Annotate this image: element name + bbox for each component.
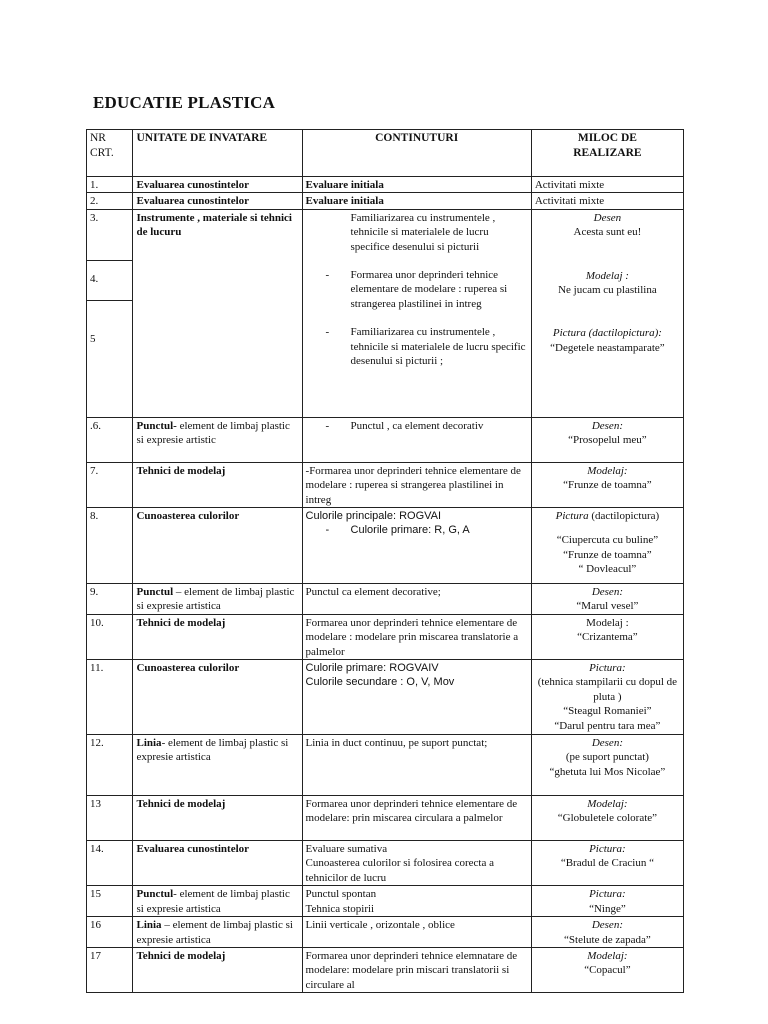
row-nr: 5 [90,332,96,345]
row-nr: .6. [87,417,133,462]
means-title: “Stelute de zapada” [564,933,651,946]
row-unit: Tehnici de modelaj [133,796,302,841]
unit-rest: – element de limbaj plastic si expresie artistica [136,586,295,613]
content-item [306,268,528,311]
table-row [87,193,684,209]
means-title: (tehnica stampilarii cu dopul de pluta ) [537,676,678,703]
means-title: “Ninge” [589,902,626,915]
table-row [87,660,684,735]
row-nr: 4. [90,272,99,285]
lesson-plan-table [86,129,684,993]
means-title: “ghetuta lui Mos Nicolae” [549,765,666,778]
row-nr: 13 [87,796,133,841]
row-nr: 11. [87,660,133,735]
means-title: Acesta sunt eu! [573,226,642,239]
row-means [531,886,683,917]
row-means [531,947,683,992]
row-content: Formarea unor deprinderi tehnice elemnatare de modelare: modelare prin miscari translatorii si circulare al [302,947,531,992]
row-content: -Formarea unor deprinderi tehnice elementare de modelare : ruperea si strangerea plastilinei in intreg [302,462,531,507]
content-text: Familiarizarea cu instrumentele , tehnicile si materialele de lucru specific desenului si picturii ; [350,326,526,368]
means-title: Ne jucam cu plastilina [558,284,657,297]
means-type: Modelaj: [587,464,628,477]
row-means [531,660,683,735]
row-nr: 2. [87,193,133,209]
row-means [531,209,683,417]
row-means [531,508,683,584]
means-title: “Marul vesel” [576,600,639,613]
unit-rest: - element de limbaj plastic si expresie artistica [136,888,290,915]
header-means-line1: MILOC DE [577,132,637,144]
table-row [87,177,684,193]
row-content: Formarea unor deprinderi tehnice elementare de modelare: prin miscarea circulara a palmelor [302,796,531,841]
means-title: “Ciupercuta cu buline” [556,534,659,547]
row-means [531,584,683,615]
row-unit: Cunoasterea culorilor [133,508,302,584]
table-row [87,796,684,841]
header-nr [87,130,133,177]
row-unit: Evaluarea cunostintelor [133,193,302,209]
unit-bold: Linia [136,919,162,932]
row-nr: 8. [87,508,133,584]
row-unit [133,735,302,796]
row-unit: Instrumente , materiale si tehnici de lucuru [133,209,302,417]
means-type: Pictura: [589,843,626,856]
table-row [87,614,684,659]
row-means [531,796,683,841]
table-row [87,417,684,462]
row-content [302,209,531,417]
row-means [531,614,683,659]
table-row [87,841,684,886]
content-text: Culorile principale: ROGVAI [305,510,442,523]
means-type: Desen: [591,419,623,432]
content-text: Formarea unor deprinderi tehnice elementare de modelare : ruperea si strangerea plastilinei in intreg [350,269,508,310]
row-means [531,841,683,886]
means-type: Modelaj: [587,949,628,962]
means-type: Pictura (dactilopictura): [552,327,662,340]
row-content: Linia in duct continuu, pe suport punctat; [302,735,531,796]
page-title: EDUCATIE PLASTICA [93,93,276,112]
means-type: Modelaj: [587,798,628,811]
means-title: “Degetele neastamparate” [550,341,665,354]
row-nr-group [87,209,133,417]
row-content [302,886,531,917]
content-text: Punctul , ca element decorativ [350,419,484,432]
row-nr: 12. [87,735,133,796]
means-type: Modelaj : [585,269,629,282]
table-row [87,886,684,917]
content-text: Culorile primare: R, G, A [350,524,470,537]
row-content: Evaluare initiala [302,177,531,193]
unit-rest: element de limbaj plastic si expresie artistic [136,419,290,447]
means-type: Pictura: [589,662,626,675]
content-text: Punctul spontan [305,888,377,901]
row-unit [133,917,302,948]
means-type: Pictura [555,510,589,523]
row-nr: 9. [87,584,133,615]
row-means [531,417,683,462]
dash-bullet: - [325,419,330,432]
table-row [87,735,684,796]
table-row [87,508,684,584]
row-means [531,462,683,507]
row-unit: Tehnici de modelaj [133,462,302,507]
header-nr-line2: CRT. [90,147,114,159]
unit-bold: Punctul [136,586,174,599]
row-means: Activitati mixte [531,193,683,209]
means-type: Desen [593,211,622,224]
dash-bullet: - [325,326,330,339]
dash-bullet: - [325,524,330,537]
header-means [531,130,683,177]
means-title: “Prosopelul meu” [568,434,647,447]
unit-bold: Linia [136,737,162,750]
means-title: “Globuletele colorate” [557,812,658,825]
row-unit [133,417,302,462]
row-means [531,735,683,796]
header-means-line2: REALIZARE [573,147,642,159]
row-unit: Tehnici de modelaj [133,947,302,992]
dash-bullet: - [325,269,330,282]
row-content: Linii verticale , orizontale , oblice [302,917,531,948]
row-divider [87,300,132,301]
row-nr: 17 [87,947,133,992]
table-row [87,209,684,417]
unit-bold: Punctul- [136,419,177,432]
content-text: Culorile primare: ROGVAIV [305,662,439,675]
means-title: “ Dovleacul” [578,563,637,576]
unit-rest: – element de limbaj plastic si expresie artistica [136,919,293,946]
content-text: Evaluare sumativa [305,843,388,856]
header-nr-line1: NR [90,132,106,144]
means-type: Desen: [591,586,623,599]
means-type: Desen: [591,737,623,750]
row-nr: 7. [87,462,133,507]
row-content: Evaluare initiala [302,193,531,209]
content-text: Culorile secundare : O, V, Mov [305,676,455,689]
row-unit [133,886,302,917]
content-text: Tehnica stopirii [305,902,375,915]
means-title: “Bradul de Craciun “ [560,857,654,870]
row-nr: 14. [87,841,133,886]
row-unit: Evaluarea cunostintelor [133,177,302,193]
table-row [87,947,684,992]
unit-bold: Punctul [136,888,174,901]
row-unit: Tehnici de modelaj [133,614,302,659]
row-content: Formarea unor deprinderi tehnice elementare de modelare : modelare prin miscarea translatorie a palmelor [302,614,531,659]
content-item [306,325,528,368]
row-divider [87,260,132,261]
content-item: Familiarizarea cu instrumentele , tehnicile si materialele de lucru specifice desenului si picturii [350,211,496,253]
row-content: Punctul ca element decorative; [302,584,531,615]
means-title: “Darul pentru tara mea” [554,719,661,732]
row-nr: 3. [90,211,99,224]
means-type: Desen: [591,919,623,932]
row-means: Activitati mixte [531,177,683,193]
means-title: “Frunze de toamna” [563,479,652,492]
row-unit [133,584,302,615]
row-content [302,841,531,886]
row-unit: Evaluarea cunostintelor [133,841,302,886]
row-unit: Cunoasterea culorilor [133,660,302,735]
means-type-rest: (dactilopictura) [588,510,660,523]
means-type: Pictura: [589,888,626,901]
table-row [87,462,684,507]
row-nr: 1. [87,177,133,193]
row-nr: 10. [87,614,133,659]
means-title: “Frunze de toamna” [563,548,652,561]
header-unit: UNITATE DE INVATARE [133,130,302,177]
row-content [302,417,531,462]
means-title: “Steagul Romaniei” [563,705,652,718]
means-type: Modelaj : [586,616,629,629]
content-text: Cunoasterea culorilor si folosirea corecta a tehnicilor de lucru [305,857,494,884]
row-means [531,917,683,948]
header-row [87,130,684,177]
header-content: CONTINUTURI [302,130,531,177]
unit-rest: - element de limbaj plastic si expresie artistica [136,737,289,764]
table-row [87,917,684,948]
means-title: “Crizantema” [577,631,638,644]
row-nr: 16 [87,917,133,948]
means-title: (pe suport punctat) [565,751,649,764]
row-content [302,660,531,735]
row-nr: 15 [87,886,133,917]
means-title: “Copacul” [584,964,631,977]
row-content [302,508,531,584]
table-row [87,584,684,615]
